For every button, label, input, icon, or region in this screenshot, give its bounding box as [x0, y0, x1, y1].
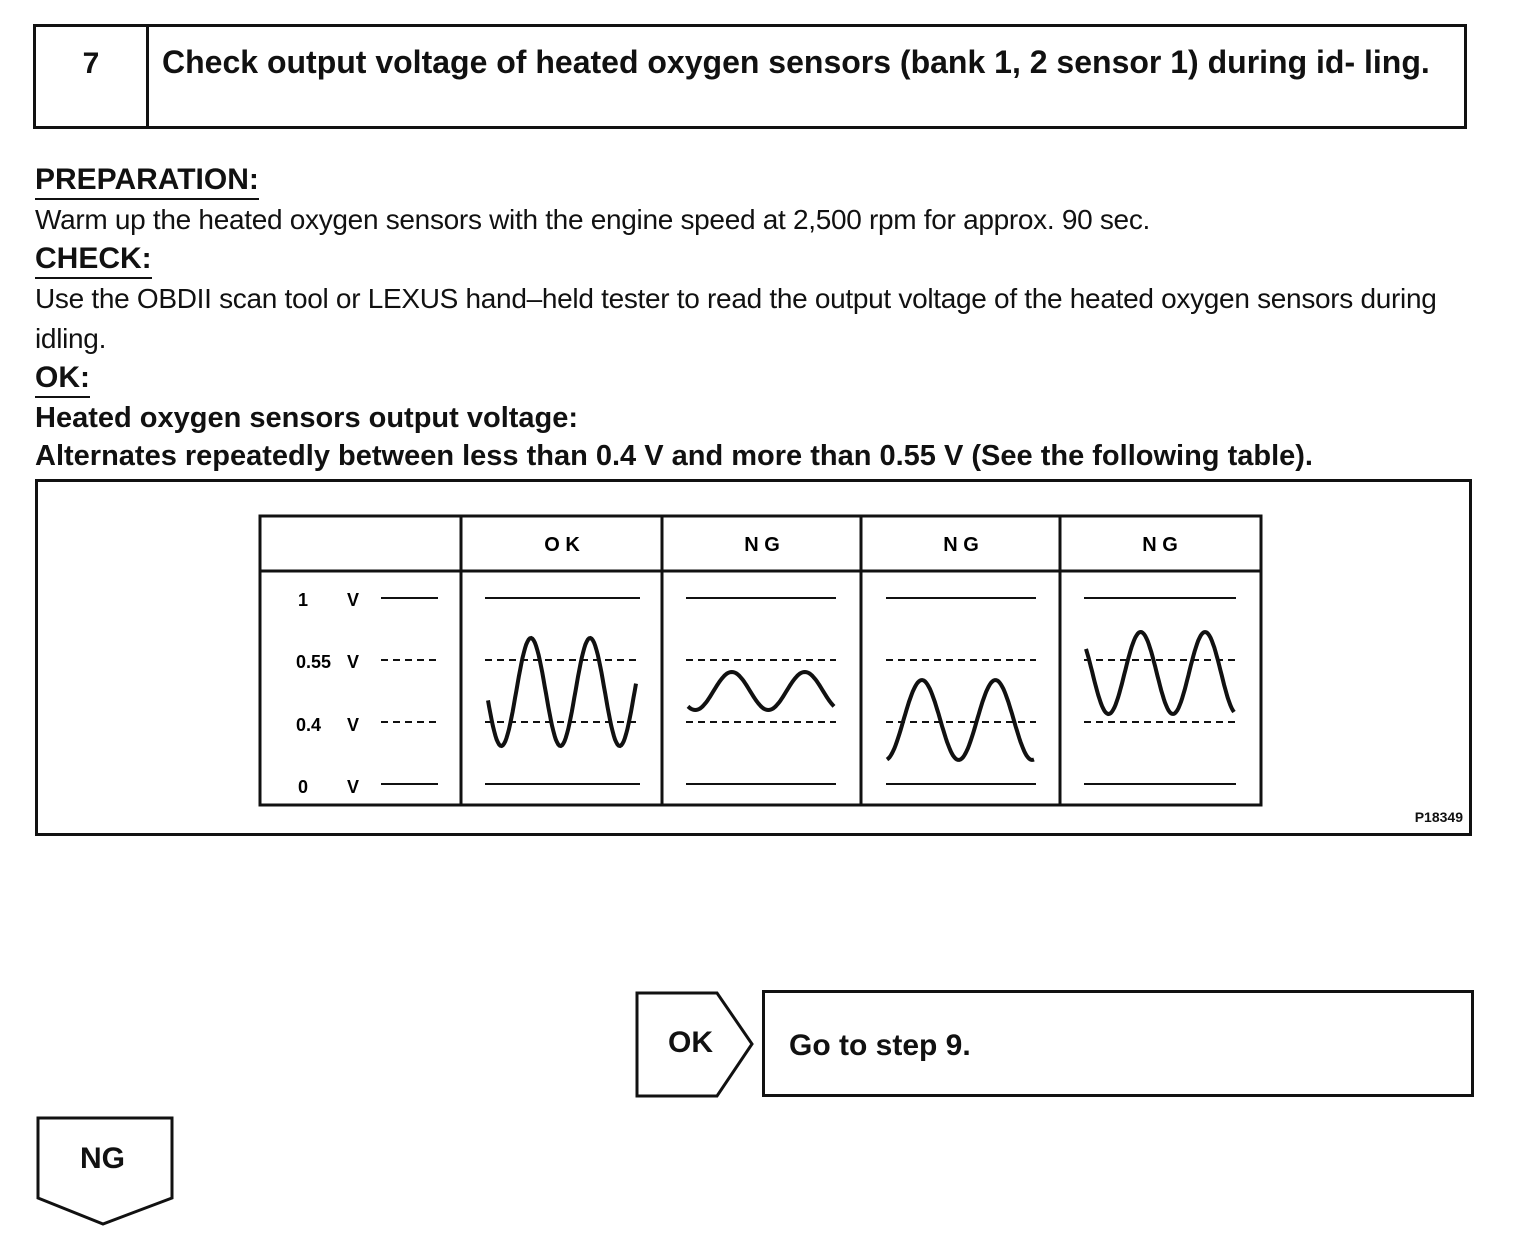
check-heading: CHECK:: [35, 242, 152, 279]
voltage-label-1v-unit: V: [347, 590, 360, 610]
step-number: 7: [36, 27, 149, 126]
step-header: [33, 24, 1467, 129]
voltage-label-055v-unit: V: [347, 652, 360, 672]
preparation-text: Warm up the heated oxygen sensors with the engine speed at 2,500 rpm for approx. 90 sec.: [35, 204, 1151, 235]
ok-heading: OK:: [35, 361, 90, 398]
ok-spec-line-2: Alternates repeatedly between less than 0.4 V and more than 0.55 V (See the following table).: [35, 440, 1313, 472]
reference-lines: [381, 598, 1236, 784]
waveform-ng-low-amplitude: [688, 672, 834, 710]
column-header-ng-3: N G: [1142, 534, 1178, 556]
voltage-label-0v-unit: V: [347, 777, 360, 797]
waveform-table: [38, 482, 1469, 833]
voltage-label-04v-unit: V: [347, 715, 360, 735]
ok-flow-label: OK: [668, 1026, 713, 1059]
column-header-ng-1: N G: [744, 534, 780, 556]
waveform-ok: [488, 638, 636, 746]
step-title: Check output voltage of heated oxygen sensors (bank 1, 2 sensor 1) during id- ling.: [162, 44, 1430, 80]
waveform-ng-low: [887, 680, 1034, 760]
voltage-label-0v-number: 0: [298, 777, 309, 797]
voltage-label-055v-number: 0.55: [296, 652, 332, 672]
waveform-ng-high: [1086, 632, 1234, 714]
waveform-figure: [35, 479, 1472, 836]
voltage-label-1v-number: 1: [298, 590, 309, 610]
voltage-label-04v-number: 0.4: [296, 715, 322, 735]
column-header-ok: O K: [544, 534, 580, 556]
ok-action-text: Go to step 9.: [789, 1029, 971, 1062]
ok-spec-line-1: Heated oxygen sensors output voltage:: [35, 402, 579, 434]
column-header-ng-2: N G: [943, 534, 979, 556]
figure-code: P18349: [1414, 809, 1463, 825]
check-text: Use the OBDII scan tool or LEXUS hand–held tester to read the output voltage of the heated oxygen sensors during idling.: [35, 283, 1437, 354]
preparation-heading: PREPARATION:: [35, 163, 259, 200]
ok-action-box: [762, 990, 1474, 1097]
ng-flow-label: NG: [80, 1142, 125, 1175]
